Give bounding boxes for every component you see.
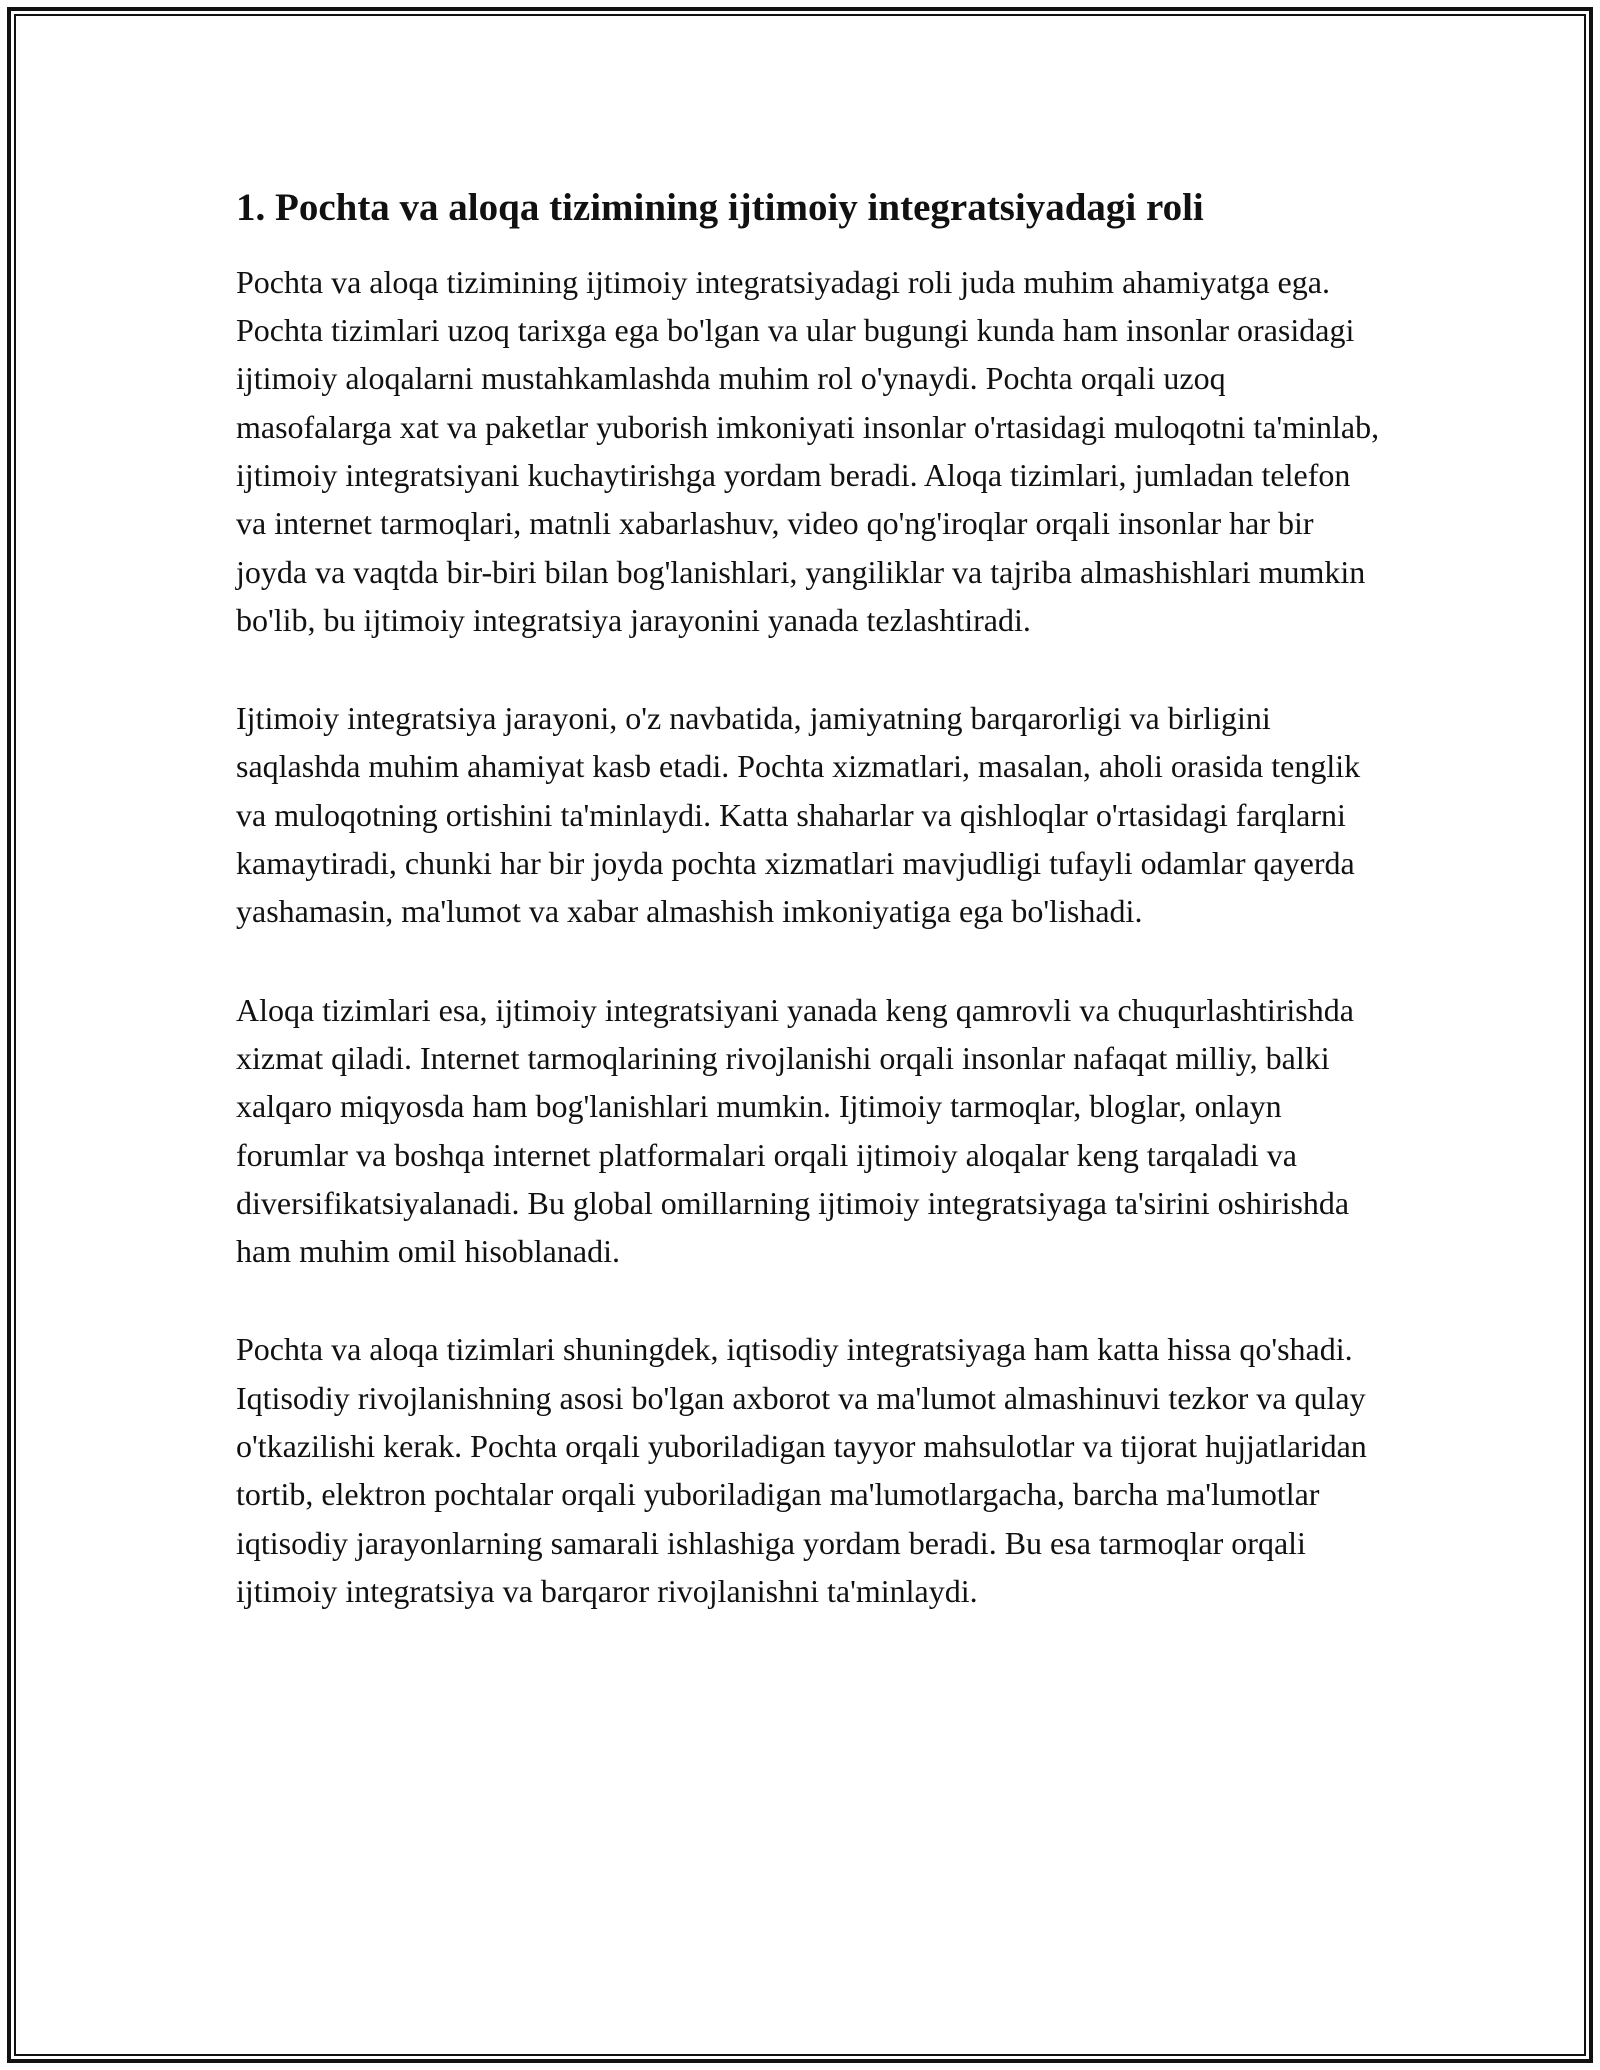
paragraph-1: Pochta va aloqa tizimining ijtimoiy integratsiyadagi roli juda muhim ahamiyatga ega. Pochta tizimlari uzoq tarixga ega bo'lgan va ular bugungi kunda ham insonlar orasidagi ijtimoiy aloqalarni mustahkamlashda muhim rol o'ynaydi. Pochta orqali uzoq masofalarga xat va paketlar yuborish imkoniyati insonlar o'rtasidagi muloqotni ta'minlab, ijtimoiy integratsiyani kuchaytirishga yordam beradi. Aloqa tizimlari, jumladan telefon va internet tarmoqlari, matnli xabarlashuv, video qo'ng'iroqlar orqali insonlar har bir joyda va vaqtda bir-biri bilan bog'lanishlari, yangiliklar va tajriba almashishlari mumkin bo'lib, bu ijtimoiy integratsiya jarayonini yanada tezlashtiradi. <box>236 263 1380 638</box>
paragraph-4: Pochta va aloqa tizimlari shuningdek, iqtisodiy integratsiyaga ham katta hissa qo'shadi. Iqtisodiy rivojlanishning asosi bo'lgan axborot va ma'lumot almashinuvi tezkor va qulay o'tkazilishi kerak. Pochta orqali yuboriladigan tayyor mahsulotlar va tijorat hujjatlaridan tortib, elektron pochtalar orqali yuboriladigan ma'lumotlargacha, barcha ma'lumotlar iqtisodiy jarayonlarning samarali ishlashiga yordam beradi. Bu esa tarmoqlar orqali ijtimoiy integratsiya va barqaror rivojlanishni ta'minlaydi. <box>236 1331 1367 1609</box>
section-heading: 1. Pochta va aloqa tizimining ijtimoiy integratsiyadagi roli <box>236 186 1204 229</box>
paragraph-3: Aloqa tizimlari esa, ijtimoiy integratsiyani yanada keng qamrovli va chuqurlashtirishda xizmat qiladi. Internet tarmoqlarining rivojlanishi orqali insonlar nafaqat milliy, balki xalqaro miqyosda ham bog'lanishlari mumkin. Ijtimoiy tarmoqlar, bloglar, onlayn forumlar va boshqa internet platformalari orqali ijtimoiy aloqalar keng tarqaladi va diversifikatsiyalanadi. Bu global omillarning ijtimoiy integratsiyaga ta'sirini oshirishda ham muhim omil hisoblanadi. <box>236 991 1354 1270</box>
paragraph-2: Ijtimoiy integratsiya jarayoni, o'z navbatida, jamiyatning barqarorligi va birligini saqlashda muhim ahamiyat kasb etadi. Pochta xizmatlari, masalan, aholi orasida tenglik va muloqotning ortishini ta'minlaydi. Katta shaharlar va qishloqlar o'rtasidagi farqlarni kamaytiradi, chunki har bir joyda pochta xizmatlari mavjudligi tufayli odamlar qayerda yashamasin, ma'lumot va xabar almashish imkoniyatiga ega bo'lishadi. <box>236 700 1361 930</box>
document-page <box>236 185 1386 1665</box>
